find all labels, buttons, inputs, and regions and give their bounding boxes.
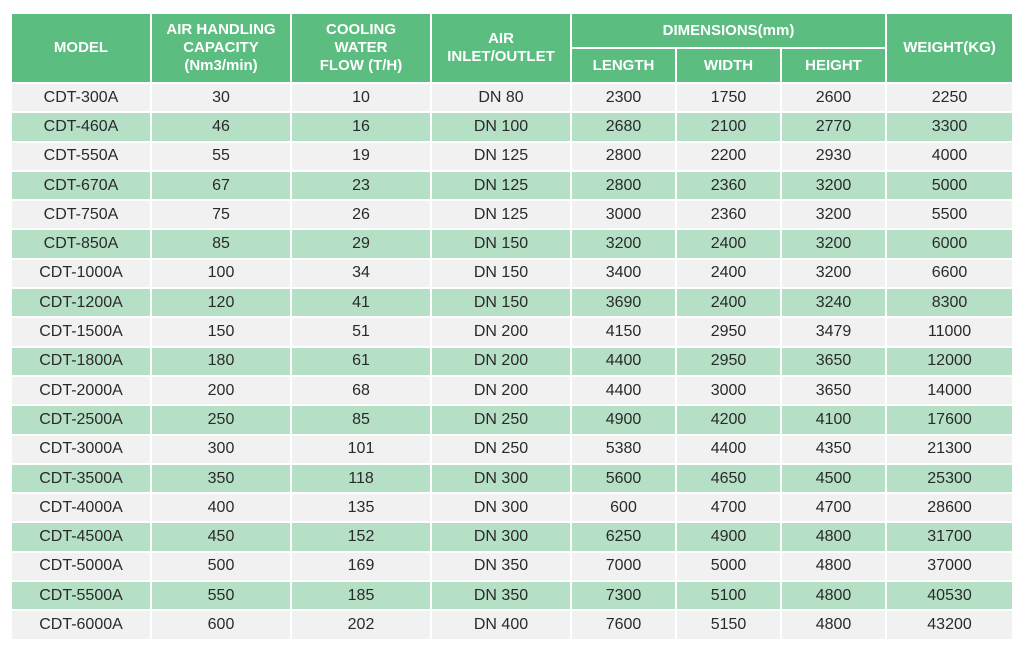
cell-cooling-water-flow: 34 xyxy=(292,260,430,287)
table-row xyxy=(12,465,1012,492)
cell-cooling-water-flow: 101 xyxy=(292,436,430,463)
cell-air-inlet-outlet: DN 250 xyxy=(432,436,570,463)
cell-air-handling-capacity: 200 xyxy=(152,377,290,404)
cell-weight: 28600 xyxy=(887,494,1012,521)
cell-height: 4500 xyxy=(782,465,885,492)
header-air-inlet-outlet: AIR INLET/OUTLET xyxy=(432,14,570,82)
cell-length: 7600 xyxy=(572,611,675,638)
cell-cooling-water-flow: 169 xyxy=(292,553,430,580)
header-width: WIDTH xyxy=(677,49,780,82)
cell-length: 3200 xyxy=(572,230,675,257)
table-row xyxy=(12,113,1012,140)
cell-air-handling-capacity: 180 xyxy=(152,348,290,375)
cell-length: 3690 xyxy=(572,289,675,316)
cell-model: CDT-3500A xyxy=(12,465,150,492)
cell-cooling-water-flow: 152 xyxy=(292,523,430,550)
cell-model: CDT-850A xyxy=(12,230,150,257)
cell-air-inlet-outlet: DN 300 xyxy=(432,494,570,521)
cell-cooling-water-flow: 61 xyxy=(292,348,430,375)
cell-cooling-water-flow: 29 xyxy=(292,230,430,257)
cell-weight: 2250 xyxy=(887,84,1012,111)
cell-air-inlet-outlet: DN 400 xyxy=(432,611,570,638)
cell-weight: 14000 xyxy=(887,377,1012,404)
cell-weight: 25300 xyxy=(887,465,1012,492)
cell-cooling-water-flow: 202 xyxy=(292,611,430,638)
cell-air-inlet-outlet: DN 200 xyxy=(432,377,570,404)
table-row xyxy=(12,523,1012,550)
cell-model: CDT-1500A xyxy=(12,318,150,345)
cell-air-inlet-outlet: DN 350 xyxy=(432,553,570,580)
cell-length: 600 xyxy=(572,494,675,521)
cell-weight: 6600 xyxy=(887,260,1012,287)
cell-air-inlet-outlet: DN 300 xyxy=(432,465,570,492)
cell-cooling-water-flow: 26 xyxy=(292,201,430,228)
cell-height: 3200 xyxy=(782,201,885,228)
cell-air-inlet-outlet: DN 125 xyxy=(432,172,570,199)
cell-air-inlet-outlet: DN 125 xyxy=(432,201,570,228)
cell-air-inlet-outlet: DN 150 xyxy=(432,260,570,287)
cell-weight: 43200 xyxy=(887,611,1012,638)
header-model: MODEL xyxy=(12,14,150,82)
cell-air-inlet-outlet: DN 80 xyxy=(432,84,570,111)
table-row xyxy=(12,172,1012,199)
cell-width: 2100 xyxy=(677,113,780,140)
header-air-handling-capacity: AIR HANDLING CAPACITY (Nm3/min) xyxy=(152,14,290,82)
cell-model: CDT-5500A xyxy=(12,582,150,609)
cell-length: 7300 xyxy=(572,582,675,609)
cell-width: 3000 xyxy=(677,377,780,404)
cell-air-handling-capacity: 67 xyxy=(152,172,290,199)
cell-air-handling-capacity: 550 xyxy=(152,582,290,609)
cell-air-handling-capacity: 100 xyxy=(152,260,290,287)
table-row xyxy=(12,318,1012,345)
cell-width: 2360 xyxy=(677,172,780,199)
cell-height: 2770 xyxy=(782,113,885,140)
cell-width: 5150 xyxy=(677,611,780,638)
cell-cooling-water-flow: 68 xyxy=(292,377,430,404)
cell-width: 5100 xyxy=(677,582,780,609)
cell-weight: 21300 xyxy=(887,436,1012,463)
cell-model: CDT-3000A xyxy=(12,436,150,463)
cell-width: 2950 xyxy=(677,348,780,375)
cell-model: CDT-460A xyxy=(12,113,150,140)
table-row xyxy=(12,582,1012,609)
cell-width: 4650 xyxy=(677,465,780,492)
cell-width: 2400 xyxy=(677,230,780,257)
cell-width: 1750 xyxy=(677,84,780,111)
cell-model: CDT-5000A xyxy=(12,553,150,580)
table-row xyxy=(12,348,1012,375)
cell-width: 4200 xyxy=(677,406,780,433)
table-row xyxy=(12,289,1012,316)
cell-weight: 12000 xyxy=(887,348,1012,375)
cell-width: 2400 xyxy=(677,289,780,316)
cell-cooling-water-flow: 19 xyxy=(292,143,430,170)
cell-cooling-water-flow: 16 xyxy=(292,113,430,140)
cell-width: 4400 xyxy=(677,436,780,463)
cell-weight: 17600 xyxy=(887,406,1012,433)
cell-model: CDT-1200A xyxy=(12,289,150,316)
cell-air-inlet-outlet: DN 300 xyxy=(432,523,570,550)
cell-air-inlet-outlet: DN 125 xyxy=(432,143,570,170)
table-row xyxy=(12,377,1012,404)
table-row xyxy=(12,553,1012,580)
cell-model: CDT-4500A xyxy=(12,523,150,550)
cell-height: 3650 xyxy=(782,377,885,404)
cell-model: CDT-6000A xyxy=(12,611,150,638)
cell-height: 3650 xyxy=(782,348,885,375)
cell-air-handling-capacity: 120 xyxy=(152,289,290,316)
cell-height: 4800 xyxy=(782,582,885,609)
cell-height: 2600 xyxy=(782,84,885,111)
cell-model: CDT-550A xyxy=(12,143,150,170)
cell-weight: 6000 xyxy=(887,230,1012,257)
cell-cooling-water-flow: 41 xyxy=(292,289,430,316)
cell-air-handling-capacity: 350 xyxy=(152,465,290,492)
cell-air-handling-capacity: 500 xyxy=(152,553,290,580)
cell-weight: 40530 xyxy=(887,582,1012,609)
cell-weight: 31700 xyxy=(887,523,1012,550)
cell-length: 3400 xyxy=(572,260,675,287)
cell-height: 3240 xyxy=(782,289,885,316)
table-row xyxy=(12,260,1012,287)
cell-height: 4800 xyxy=(782,553,885,580)
cell-weight: 37000 xyxy=(887,553,1012,580)
cell-cooling-water-flow: 51 xyxy=(292,318,430,345)
cell-air-inlet-outlet: DN 250 xyxy=(432,406,570,433)
cell-height: 4350 xyxy=(782,436,885,463)
cell-cooling-water-flow: 85 xyxy=(292,406,430,433)
cell-width: 2200 xyxy=(677,143,780,170)
cell-height: 3200 xyxy=(782,230,885,257)
cell-weight: 8300 xyxy=(887,289,1012,316)
cell-weight: 5500 xyxy=(887,201,1012,228)
cell-model: CDT-750A xyxy=(12,201,150,228)
cell-model: CDT-4000A xyxy=(12,494,150,521)
header-dimensions: DIMENSIONS(mm) xyxy=(572,14,885,47)
cell-height: 4700 xyxy=(782,494,885,521)
cell-cooling-water-flow: 135 xyxy=(292,494,430,521)
cell-cooling-water-flow: 185 xyxy=(292,582,430,609)
cell-length: 2800 xyxy=(572,172,675,199)
cell-height: 3200 xyxy=(782,172,885,199)
cell-air-handling-capacity: 400 xyxy=(152,494,290,521)
cell-air-handling-capacity: 300 xyxy=(152,436,290,463)
cell-weight: 5000 xyxy=(887,172,1012,199)
cell-width: 4900 xyxy=(677,523,780,550)
cell-height: 4100 xyxy=(782,406,885,433)
cell-width: 2400 xyxy=(677,260,780,287)
cell-air-inlet-outlet: DN 150 xyxy=(432,289,570,316)
cell-air-handling-capacity: 75 xyxy=(152,201,290,228)
cell-weight: 11000 xyxy=(887,318,1012,345)
cell-length: 4150 xyxy=(572,318,675,345)
table-row xyxy=(12,84,1012,111)
cell-length: 2680 xyxy=(572,113,675,140)
cell-length: 3000 xyxy=(572,201,675,228)
table-row xyxy=(12,143,1012,170)
cell-length: 6250 xyxy=(572,523,675,550)
cell-model: CDT-1000A xyxy=(12,260,150,287)
cell-air-handling-capacity: 450 xyxy=(152,523,290,550)
cell-air-handling-capacity: 150 xyxy=(152,318,290,345)
header-weight: WEIGHT(KG) xyxy=(887,14,1012,82)
cell-length: 4900 xyxy=(572,406,675,433)
table-row xyxy=(12,494,1012,521)
cell-length: 2800 xyxy=(572,143,675,170)
table-row xyxy=(12,436,1012,463)
cell-length: 2300 xyxy=(572,84,675,111)
cell-weight: 4000 xyxy=(887,143,1012,170)
cell-height: 3200 xyxy=(782,260,885,287)
cell-length: 4400 xyxy=(572,377,675,404)
table-body xyxy=(12,84,1012,639)
cell-model: CDT-300A xyxy=(12,84,150,111)
cell-model: CDT-2000A xyxy=(12,377,150,404)
header-cooling-water-flow: COOLING WATER FLOW (T/H) xyxy=(292,14,430,82)
cell-air-handling-capacity: 55 xyxy=(152,143,290,170)
cell-height: 4800 xyxy=(782,611,885,638)
cell-length: 4400 xyxy=(572,348,675,375)
header-length: LENGTH xyxy=(572,49,675,82)
cell-width: 4700 xyxy=(677,494,780,521)
header-height: HEIGHT xyxy=(782,49,885,82)
cell-air-inlet-outlet: DN 350 xyxy=(432,582,570,609)
cell-air-inlet-outlet: DN 200 xyxy=(432,318,570,345)
table-row xyxy=(12,230,1012,257)
cell-air-handling-capacity: 30 xyxy=(152,84,290,111)
cell-model: CDT-2500A xyxy=(12,406,150,433)
table-header xyxy=(12,14,1012,82)
cell-length: 5380 xyxy=(572,436,675,463)
cell-air-inlet-outlet: DN 200 xyxy=(432,348,570,375)
cell-air-handling-capacity: 46 xyxy=(152,113,290,140)
cell-weight: 3300 xyxy=(887,113,1012,140)
cell-width: 2360 xyxy=(677,201,780,228)
cell-cooling-water-flow: 23 xyxy=(292,172,430,199)
cell-air-handling-capacity: 250 xyxy=(152,406,290,433)
cell-height: 3479 xyxy=(782,318,885,345)
cell-air-inlet-outlet: DN 150 xyxy=(432,230,570,257)
table-row xyxy=(12,611,1012,638)
cell-width: 5000 xyxy=(677,553,780,580)
spec-table xyxy=(10,12,1014,641)
cell-height: 2930 xyxy=(782,143,885,170)
table-row xyxy=(12,406,1012,433)
cell-model: CDT-1800A xyxy=(12,348,150,375)
cell-air-inlet-outlet: DN 100 xyxy=(432,113,570,140)
cell-length: 5600 xyxy=(572,465,675,492)
cell-width: 2950 xyxy=(677,318,780,345)
cell-air-handling-capacity: 600 xyxy=(152,611,290,638)
cell-height: 4800 xyxy=(782,523,885,550)
cell-length: 7000 xyxy=(572,553,675,580)
cell-cooling-water-flow: 10 xyxy=(292,84,430,111)
cell-air-handling-capacity: 85 xyxy=(152,230,290,257)
table-row xyxy=(12,201,1012,228)
cell-model: CDT-670A xyxy=(12,172,150,199)
cell-cooling-water-flow: 118 xyxy=(292,465,430,492)
